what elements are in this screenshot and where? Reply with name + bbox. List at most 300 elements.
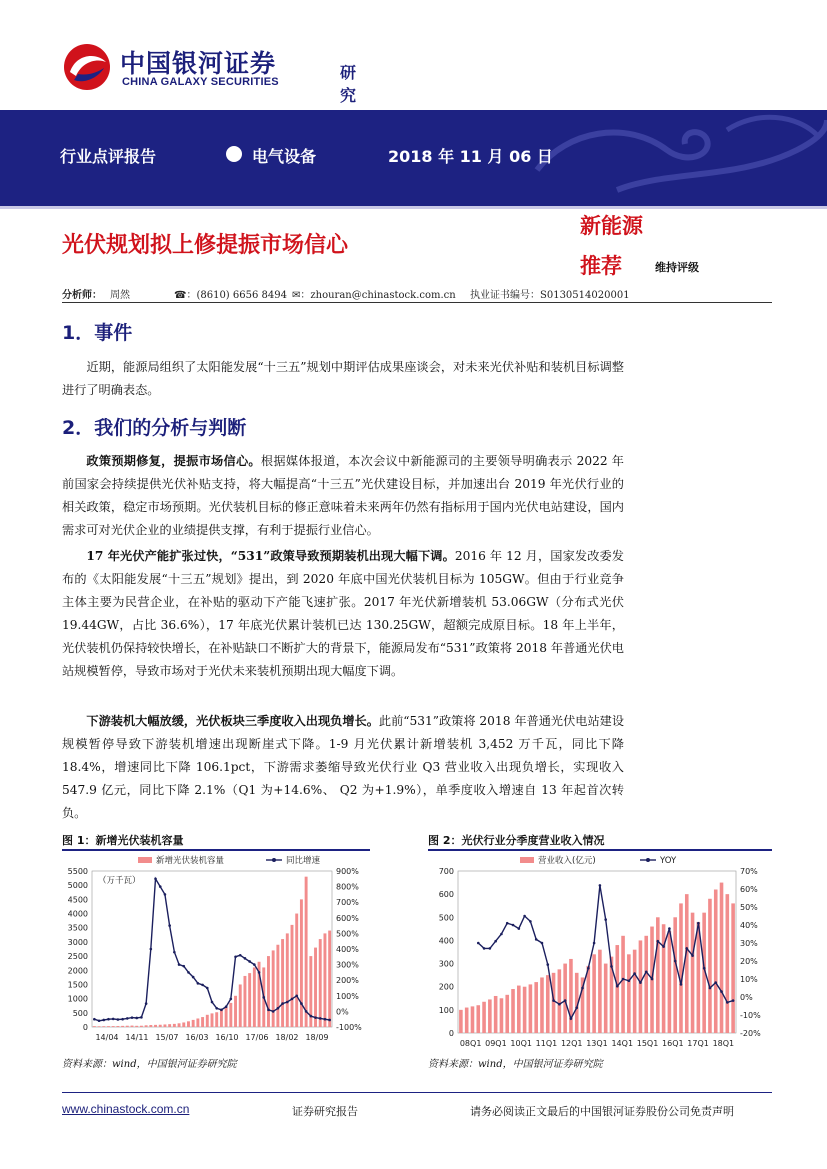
line-point xyxy=(726,1001,729,1004)
logo xyxy=(62,38,362,105)
line-point xyxy=(159,885,162,888)
bar xyxy=(726,894,730,1033)
logo-text-en: CHINA GALAXY SECURITIES xyxy=(122,76,279,88)
paragraph-policy xyxy=(62,450,624,542)
figure-1-title: 图 1：新增光伏装机容量 xyxy=(62,834,184,847)
chart-quarterly-revenue xyxy=(428,851,772,1051)
bar xyxy=(173,1024,176,1027)
line-point xyxy=(102,1019,105,1022)
bar xyxy=(140,1026,143,1027)
bar xyxy=(731,903,735,1033)
x-tick-label: 11Q1 xyxy=(535,1039,558,1048)
line-point xyxy=(314,1016,317,1019)
bar xyxy=(482,1002,486,1033)
x-tick-label: 14/11 xyxy=(125,1033,149,1042)
bar xyxy=(673,917,677,1033)
footer-center-label: 证券研究报告 xyxy=(292,1105,358,1118)
logo-text-cn: 中国银河证券 xyxy=(120,49,277,78)
y-tick-left: 100 xyxy=(438,1005,454,1015)
bar xyxy=(592,954,596,1033)
legend-label-line: YOY xyxy=(660,856,677,866)
bar xyxy=(206,1015,209,1027)
bar xyxy=(679,903,683,1033)
bar xyxy=(135,1026,138,1027)
y-tick-left: 0 xyxy=(448,1029,454,1038)
y-tick-right: 10% xyxy=(740,975,758,984)
bar xyxy=(201,1017,204,1027)
paragraph-lead: 下游装机大幅放缓，光伏板块三季度收入出现负增长。 xyxy=(86,714,379,728)
figure-1-source: 资料来源：wind，中国银河证券研究院 xyxy=(62,1059,237,1070)
line-point xyxy=(558,1003,561,1006)
bar xyxy=(121,1026,124,1027)
x-tick-label: 10Q1 xyxy=(510,1039,532,1048)
bar xyxy=(465,1008,469,1033)
y-tick-left: 3000 xyxy=(67,937,88,947)
line-point xyxy=(182,965,185,968)
bar xyxy=(720,883,724,1033)
y-tick-right: -20% xyxy=(740,1029,761,1038)
bar xyxy=(149,1025,152,1027)
line-point xyxy=(714,981,717,984)
bar xyxy=(615,945,619,1033)
bar xyxy=(93,1026,96,1027)
line-point xyxy=(244,957,247,960)
bar xyxy=(116,1026,119,1027)
unit-label: （万千瓦） xyxy=(98,876,141,886)
bar xyxy=(234,996,237,1027)
line-point xyxy=(685,947,688,950)
line-point xyxy=(680,983,683,986)
figure-2-title: 图 2：光伏行业分季度营业收入情况 xyxy=(428,834,605,847)
bar xyxy=(182,1022,185,1027)
line-point xyxy=(310,1015,313,1018)
line-point xyxy=(570,1017,573,1020)
bar xyxy=(196,1018,199,1027)
bar xyxy=(276,945,279,1027)
x-tick-label: 12Q1 xyxy=(560,1039,583,1048)
bar xyxy=(253,967,256,1027)
line-point xyxy=(145,1002,148,1005)
bar xyxy=(494,996,498,1033)
bar xyxy=(563,964,567,1033)
line-point xyxy=(319,1017,322,1020)
line-point xyxy=(328,1019,331,1022)
line-point xyxy=(98,1019,101,1022)
line-point xyxy=(575,1007,578,1010)
line-point xyxy=(230,998,233,1001)
line-point xyxy=(295,995,298,998)
y-tick-right: -100% xyxy=(336,1023,362,1032)
line-point xyxy=(220,1009,223,1012)
side-sector-label: 新能源 xyxy=(580,214,643,238)
y-tick-right: 800% xyxy=(336,882,359,892)
bar xyxy=(154,1025,157,1027)
bar xyxy=(627,954,631,1033)
y-tick-left: 1000 xyxy=(67,994,88,1004)
line-point xyxy=(107,1018,110,1021)
bar xyxy=(644,936,648,1033)
line-point xyxy=(272,1010,275,1013)
y-tick-left: 1500 xyxy=(67,980,88,990)
line-point xyxy=(732,999,735,1002)
bar xyxy=(295,914,298,1027)
bar xyxy=(459,1010,463,1033)
line-point xyxy=(523,915,526,918)
paragraph-body: 根据媒体报道，本次会议中新能源司的主要领导明确表示 2022 年前国家会持续提供光伏补贴支持，将大幅提高“十三五”光伏建设目标，并加速出台 2019 年光伏行业的相关政策，稳定市场预期。光伏装机目标的修正意味着未来两年仍然有指标用于国内光伏电站建设，国内需求可对光伏企业的业绩提供支撑，有利于提振行业信心。 xyxy=(62,454,624,537)
line-point xyxy=(662,945,665,948)
line-point xyxy=(112,1018,115,1021)
paragraph-revenue xyxy=(62,710,624,825)
line-point xyxy=(483,947,486,950)
line-point xyxy=(225,1005,228,1008)
line-point xyxy=(529,920,532,923)
line-point xyxy=(512,924,515,927)
bar xyxy=(126,1026,129,1027)
bar xyxy=(272,950,275,1027)
bar xyxy=(540,977,544,1033)
y-tick-left: 500 xyxy=(72,1008,88,1018)
y-tick-left: 400 xyxy=(438,936,454,946)
y-tick-right: 700% xyxy=(336,898,359,908)
bar xyxy=(225,1007,228,1027)
line-point xyxy=(164,893,167,896)
line-point xyxy=(494,940,497,943)
bar xyxy=(505,995,509,1033)
chart-new-installations xyxy=(62,851,370,1051)
y-tick-right: 500% xyxy=(336,929,359,939)
line-point xyxy=(616,985,619,988)
bar xyxy=(112,1026,115,1027)
line-point xyxy=(267,1009,270,1012)
y-tick-right: 200% xyxy=(336,976,359,986)
line-point xyxy=(281,1002,284,1005)
y-tick-right: 100% xyxy=(336,991,359,1001)
line-point xyxy=(506,922,509,925)
bar xyxy=(604,964,608,1033)
bar xyxy=(534,982,538,1033)
y-tick-left: 300 xyxy=(438,959,454,969)
line-point xyxy=(477,942,480,945)
bar xyxy=(476,1005,480,1033)
bar xyxy=(286,933,289,1027)
line-point xyxy=(248,960,251,963)
paragraph-capacity xyxy=(62,545,624,683)
line-point xyxy=(587,967,590,970)
line-point xyxy=(154,878,157,881)
analyst-label: 分析师： xyxy=(62,290,102,301)
paragraph-event: 近期，能源局组织了太阳能发展“十三五”规划中期评估成果座谈会，对未来光伏补贴和装机目标调整进行了明确表态。 xyxy=(62,360,624,397)
line-point xyxy=(197,982,200,985)
bar xyxy=(243,976,246,1027)
footer-disclaimer: 请务必阅读正文最后的中国银河证券股份公司免责声明 xyxy=(470,1105,734,1118)
y-tick-right: 70% xyxy=(740,867,758,876)
line-point xyxy=(651,978,654,981)
paragraph-body: 此前“531”政策将 2018 年普通光伏电站建设规模暂停导致下游装机增速出现断崖式下降。1-9 月光伏累计新增装机 3,452 万千瓦，同比下降 18.4%，增速同比下降 106.1pct，下游需求萎缩导致光伏行业 Q3 营业收入出现负增长，实现收入 547.9 亿元，同比下降 2.1%（Q1 为+14.6%、 Q2 为+1.9%），单季度收入增速自 13 年起首次转负。 xyxy=(62,714,625,820)
bar xyxy=(239,984,242,1027)
legend-swatch-bar xyxy=(138,857,152,863)
bar xyxy=(500,998,504,1033)
line-point xyxy=(178,963,181,966)
bar xyxy=(267,956,270,1027)
line-point xyxy=(593,942,596,945)
report-title: 光伏规划拟上修提振市场信心 xyxy=(62,233,349,258)
line-point xyxy=(126,1017,129,1020)
y-tick-right: -10% xyxy=(740,1011,761,1020)
header-band xyxy=(0,110,827,206)
line-point xyxy=(117,1018,120,1021)
line-point xyxy=(206,987,209,990)
paragraph-lead: 17 年光伏产能扩张过快，“531”政策导致预期装机出现大幅下调。 xyxy=(86,549,455,563)
line-point xyxy=(645,971,648,974)
line-point xyxy=(622,978,625,981)
line-point xyxy=(239,954,242,957)
line-point xyxy=(131,1016,134,1019)
y-tick-right: 40% xyxy=(740,921,758,930)
line-point xyxy=(552,999,555,1002)
bar xyxy=(552,973,556,1033)
line-point xyxy=(305,1010,308,1013)
line-point xyxy=(253,963,256,966)
bar xyxy=(300,899,303,1027)
bar xyxy=(291,925,294,1027)
bar xyxy=(145,1025,148,1027)
line-point xyxy=(211,1001,214,1004)
bar xyxy=(107,1026,110,1027)
line-point xyxy=(674,960,677,963)
bar xyxy=(656,917,660,1033)
sector-label: 电气设备 xyxy=(252,147,317,166)
line-point xyxy=(639,981,642,984)
y-tick-left: 4000 xyxy=(67,909,88,919)
paragraph-lead: 政策预期修复，提振市场信心。 xyxy=(86,454,261,468)
line-point xyxy=(500,933,503,936)
line-point xyxy=(192,976,195,979)
legend-label-bar: 新增光伏装机容量 xyxy=(156,856,225,866)
analyst-name: 周然 xyxy=(110,290,130,301)
analyst-email[interactable]: ✉：zhouran@chinastock.com.cn xyxy=(292,290,456,301)
line-point xyxy=(150,948,153,951)
line-point xyxy=(140,1016,143,1019)
line-point xyxy=(604,918,607,921)
analyst-info xyxy=(62,283,772,303)
line-point xyxy=(201,984,204,987)
bar xyxy=(685,894,689,1033)
line-point xyxy=(135,1017,138,1020)
analyst-license: 执业证书编号：S0130514020001 xyxy=(470,290,630,301)
line-point xyxy=(173,951,176,954)
footer-divider xyxy=(62,1092,772,1093)
analyst-phone: ☎：(8610) 6656 8494 xyxy=(174,290,287,301)
bar xyxy=(178,1023,181,1027)
legend-label-bar: 营业收入(亿元) xyxy=(538,856,596,866)
x-tick-label: 15Q1 xyxy=(636,1039,659,1048)
figure-2-source: 资料来源：wind，中国银河证券研究院 xyxy=(428,1059,603,1070)
section-heading-event: 1．事件 xyxy=(62,322,133,344)
bar xyxy=(471,1006,475,1033)
line-point xyxy=(668,927,671,930)
bar xyxy=(220,1010,223,1027)
line-point xyxy=(168,924,171,927)
bar xyxy=(305,877,308,1027)
y-tick-left: 600 xyxy=(438,890,454,900)
line-point xyxy=(720,990,723,993)
bar xyxy=(248,973,251,1027)
bar xyxy=(517,986,521,1033)
legend-label-line: 同比增速 xyxy=(286,856,321,866)
y-tick-right: 20% xyxy=(740,957,758,966)
line-point xyxy=(657,940,660,943)
x-tick-label: 16Q1 xyxy=(662,1039,684,1048)
y-tick-left: 3500 xyxy=(67,923,88,933)
line-point xyxy=(599,884,602,887)
x-tick-label: 09Q1 xyxy=(485,1039,507,1048)
bar xyxy=(102,1026,105,1027)
legend-marker-line xyxy=(272,858,276,862)
x-tick-label: 13Q1 xyxy=(586,1039,608,1048)
x-tick-label: 18/02 xyxy=(275,1033,299,1042)
x-tick-label: 15/07 xyxy=(155,1033,179,1042)
section-heading-analysis: 2．我们的分析与判断 xyxy=(62,417,247,439)
y-tick-left: 200 xyxy=(438,982,454,992)
x-tick-label: 16/03 xyxy=(185,1033,209,1042)
bar xyxy=(569,959,573,1033)
line-point xyxy=(121,1018,124,1021)
bar xyxy=(523,987,527,1033)
bar xyxy=(633,950,637,1033)
line-point xyxy=(300,1002,303,1005)
line-point xyxy=(187,971,190,974)
y-tick-left: 2500 xyxy=(67,952,88,962)
bar xyxy=(587,966,591,1033)
line-point xyxy=(234,956,237,959)
report-type: 行业点评报告 xyxy=(60,147,157,166)
bar xyxy=(639,940,643,1033)
y-tick-right: 0% xyxy=(336,1007,349,1017)
bar xyxy=(598,950,602,1033)
line-point xyxy=(709,987,712,990)
x-tick-label: 18/09 xyxy=(305,1033,329,1042)
galaxy-logo-icon xyxy=(62,42,112,92)
bar xyxy=(187,1021,190,1027)
line-point xyxy=(581,987,584,990)
line-point xyxy=(258,971,261,974)
bar xyxy=(488,999,492,1033)
bar xyxy=(281,939,284,1027)
footer-website-link[interactable]: www.chinastock.com.cn xyxy=(62,1102,190,1116)
y-tick-left: 4500 xyxy=(67,895,88,905)
x-tick-label: 17/06 xyxy=(245,1033,269,1042)
legend-swatch-bar xyxy=(520,857,534,863)
bar xyxy=(163,1024,166,1027)
bar xyxy=(529,984,533,1033)
line-point xyxy=(291,998,294,1001)
bar xyxy=(668,931,672,1033)
bullet-icon xyxy=(226,146,242,162)
line-point xyxy=(535,938,538,941)
y-tick-right: 400% xyxy=(336,945,359,954)
line-point xyxy=(633,972,636,975)
line-point xyxy=(691,954,694,957)
bar xyxy=(323,933,326,1027)
line-point xyxy=(703,967,706,970)
x-tick-label: 18Q1 xyxy=(712,1039,735,1048)
y-tick-left: 2000 xyxy=(67,966,88,976)
line-point xyxy=(541,942,544,945)
line-point xyxy=(518,927,521,930)
line-point xyxy=(564,999,567,1002)
x-tick-label: 16/10 xyxy=(215,1033,239,1042)
x-tick-label: 14Q1 xyxy=(611,1039,634,1048)
bar xyxy=(691,913,695,1033)
x-tick-label: 08Q1 xyxy=(459,1039,482,1048)
y-tick-right: 600% xyxy=(336,913,359,923)
bar xyxy=(168,1024,171,1027)
rating-note: 维持评级 xyxy=(655,261,699,274)
bar xyxy=(621,936,625,1033)
bar xyxy=(697,922,701,1033)
bar xyxy=(714,890,718,1033)
line-point xyxy=(489,947,492,950)
line-point xyxy=(697,922,700,925)
line-point xyxy=(610,965,613,968)
bar xyxy=(159,1025,162,1027)
y-tick-right: 30% xyxy=(740,939,758,948)
bar xyxy=(98,1026,101,1027)
rating-label: 推荐 xyxy=(580,254,622,278)
bar xyxy=(131,1026,134,1027)
y-tick-right: 50% xyxy=(740,903,758,912)
bar xyxy=(314,948,317,1027)
line-point xyxy=(546,963,549,966)
line-point xyxy=(324,1018,327,1021)
bar xyxy=(229,1003,232,1027)
y-tick-right: 0% xyxy=(740,993,753,1002)
y-tick-right: 300% xyxy=(336,960,359,970)
line-point xyxy=(215,1007,218,1010)
line-point xyxy=(628,980,631,983)
header-divider xyxy=(0,206,827,209)
bar xyxy=(558,969,562,1033)
institute-label: 研究 xyxy=(340,63,357,105)
bar xyxy=(546,975,550,1033)
analyst-divider xyxy=(62,302,772,303)
series-line-yoy xyxy=(94,879,329,1021)
y-tick-left: 700 xyxy=(438,867,454,876)
y-tick-right: 60% xyxy=(740,885,758,894)
y-tick-left: 5500 xyxy=(67,867,88,876)
paragraph-body: 2016 年 12 月，国家发改委发布的《太阳能发展“十三五”规划》提出，到 2020 年底中国光伏装机目标为 105GW。但由于行业竞争主体主要为民营企业，在补贴的驱动下产能飞速扩张。2017 年光伏新增装机 53.06GW（分布式光伏 19.44GW，占比 36.6%），17 年底光伏累计装机已达 130.25GW，超额完成原目标。18 年上半年，光伏装机仍保持较快增长，在补贴缺口不断扩大的背景下，能源局发布“531”政策将 2018 年普通光伏电站规模暂停，导致市场对于光伏未来装机预期出现大幅度下调。 xyxy=(62,549,624,678)
bar xyxy=(215,1012,218,1027)
line-point xyxy=(277,1007,280,1010)
bar xyxy=(328,931,331,1027)
bar xyxy=(192,1020,195,1027)
line-point xyxy=(93,1018,96,1021)
y-tick-right: 900% xyxy=(336,867,359,876)
bar xyxy=(511,989,515,1033)
x-tick-label: 14/04 xyxy=(95,1033,119,1042)
y-tick-left: 0 xyxy=(82,1023,88,1032)
bar xyxy=(319,939,322,1027)
legend-marker-line xyxy=(646,858,650,862)
line-point xyxy=(286,1001,289,1004)
x-tick-label: 17Q1 xyxy=(687,1039,709,1048)
bar xyxy=(211,1013,214,1027)
y-tick-left: 500 xyxy=(438,913,454,923)
y-tick-left: 5000 xyxy=(67,881,88,891)
bar xyxy=(708,899,712,1033)
report-date: 2018 年 11 月 06 日 xyxy=(388,147,553,166)
line-point xyxy=(262,996,265,999)
